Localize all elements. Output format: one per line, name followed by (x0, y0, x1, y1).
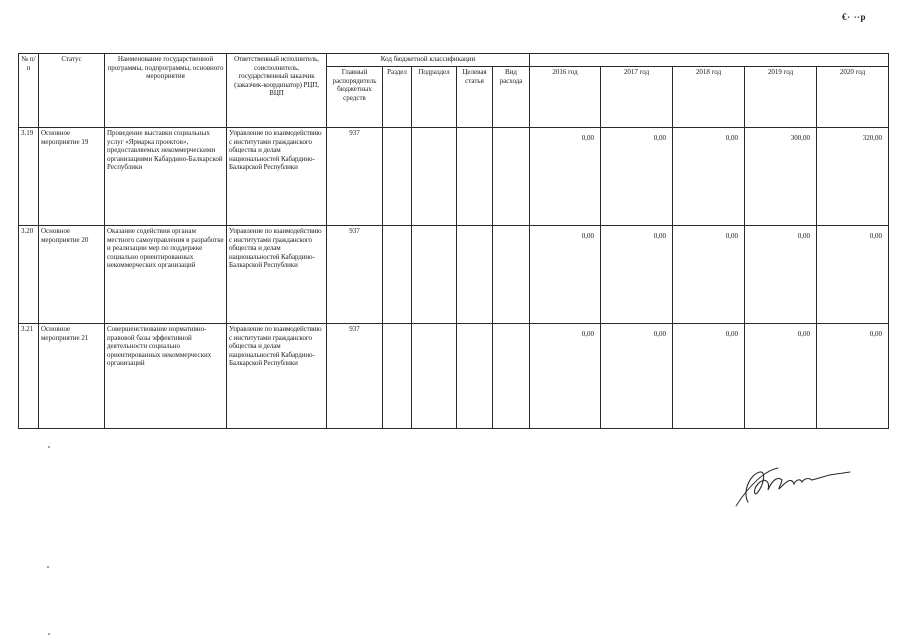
row-value-2016: 0,00 (530, 128, 601, 226)
table-row (19, 324, 889, 429)
header-budget-code-group: Код бюджетной классификации (327, 54, 530, 67)
scan-speck (48, 633, 50, 635)
scan-speck (47, 566, 49, 568)
row-section (383, 226, 412, 324)
row-status: Основное мероприятие 19 (39, 128, 105, 226)
row-value-2018: 0,00 (673, 226, 745, 324)
header-target: Целевая статья (457, 67, 493, 128)
table-header-row (19, 54, 889, 67)
row-num: 3.19 (19, 128, 39, 226)
row-value-2017: 0,00 (601, 324, 673, 429)
row-expense-type (493, 226, 530, 324)
row-name: Проведение выставки социальных услуг «Ярмарка проектов», предоставляемых некоммерческими организациями Кабардино-Балкарской Республики (105, 128, 227, 226)
row-name: Оказание содействия органам местного самоуправления в разработке и реализации мер по поддержке социально ориентированных некоммерческих организаций (105, 226, 227, 324)
header-year-2016: 2016 год (530, 67, 601, 128)
row-status: Основное мероприятие 21 (39, 324, 105, 429)
header-num: № п/п (19, 54, 39, 128)
row-value-2017: 0,00 (601, 226, 673, 324)
row-section (383, 324, 412, 429)
row-expense-type (493, 128, 530, 226)
row-expense-type (493, 324, 530, 429)
budget-program-table (18, 53, 889, 429)
signature-underline (736, 468, 778, 506)
header-year-2018: 2018 год (673, 67, 745, 128)
row-value-2020: 0,00 (817, 226, 889, 324)
row-section (383, 128, 412, 226)
row-value-2019: 0,00 (745, 324, 817, 429)
row-value-2018: 0,00 (673, 128, 745, 226)
table-row (19, 128, 889, 226)
header-year-2019: 2019 год (745, 67, 817, 128)
row-responsible: Управление по взаимодействию с институтами гражданского общества и делам национальностей Кабардино-Балкарской Республики (227, 324, 327, 429)
row-responsible: Управление по взаимодействию с институтами гражданского общества и делам национальностей Кабардино-Балкарской Республики (227, 128, 327, 226)
signature-icon (730, 462, 860, 510)
row-target (457, 324, 493, 429)
row-target (457, 226, 493, 324)
row-grbs: 937 (327, 324, 383, 429)
row-subsection (412, 324, 457, 429)
header-section: Раздел (383, 67, 412, 128)
row-subsection (412, 128, 457, 226)
row-grbs: 937 (327, 226, 383, 324)
page-mark: €∙ ∙∙р (842, 12, 867, 22)
header-year-2020: 2020 год (817, 67, 889, 128)
row-responsible: Управление по взаимодействию с институтами гражданского общества и делам национальностей Кабардино-Балкарской Республики (227, 226, 327, 324)
row-value-2020: 0,00 (817, 324, 889, 429)
row-value-2016: 0,00 (530, 324, 601, 429)
table-row (19, 226, 889, 324)
header-years-group (530, 54, 889, 67)
header-grbs: Главный распорядитель бюджетных средств (327, 67, 383, 128)
row-value-2019: 300,00 (745, 128, 817, 226)
scan-speck (48, 446, 50, 448)
row-value-2018: 0,00 (673, 324, 745, 429)
row-subsection (412, 226, 457, 324)
header-expense-type: Вид расхода (493, 67, 530, 128)
header-responsible: Ответственный исполнитель, соисполнитель, государственный заказчик (заказчик-координатор) РЦП, ВЦП (227, 54, 327, 128)
row-name: Совершенствование нормативно-правовой базы эффективной деятельности социально ориентированных некоммерческих организаций (105, 324, 227, 429)
header-subsection: Подраздел (412, 67, 457, 128)
row-value-2016: 0,00 (530, 226, 601, 324)
row-value-2017: 0,00 (601, 128, 673, 226)
header-year-2017: 2017 год (601, 67, 673, 128)
row-value-2020: 320,00 (817, 128, 889, 226)
row-status: Основное мероприятие 20 (39, 226, 105, 324)
row-value-2019: 0,00 (745, 226, 817, 324)
header-status: Статус (39, 54, 105, 128)
row-num: 3.21 (19, 324, 39, 429)
row-target (457, 128, 493, 226)
header-name: Наименование государственной программы, подпрограммы, основного мероприятия (105, 54, 227, 128)
row-num: 3.20 (19, 226, 39, 324)
row-grbs: 937 (327, 128, 383, 226)
